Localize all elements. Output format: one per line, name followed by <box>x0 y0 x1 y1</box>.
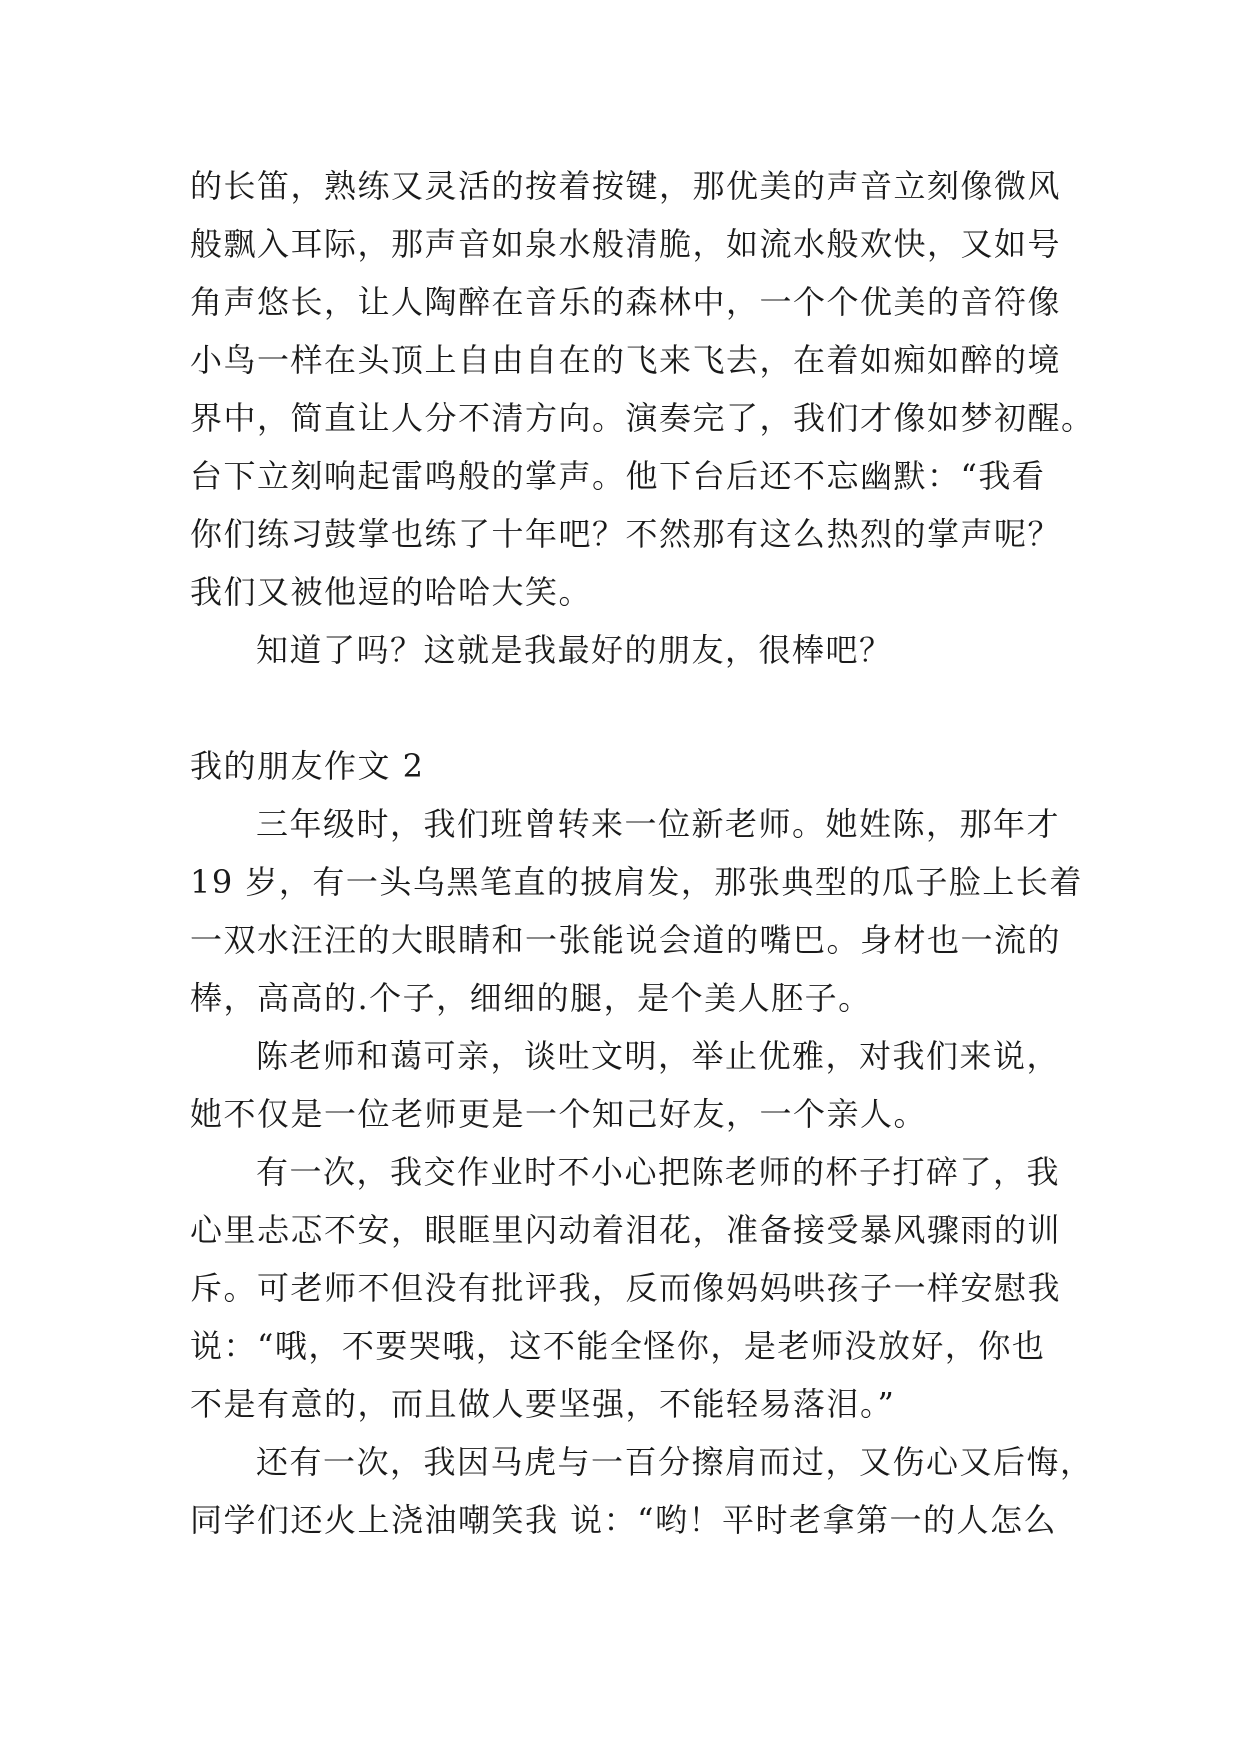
text-line: 斥。可老师不但没有批评我，反而像妈妈哄孩子一样安慰我 <box>190 1269 1062 1307</box>
text-line: 她不仅是一位老师更是一个知己好友，一个亲人。 <box>190 1095 928 1133</box>
text-line: 界中，简直让人分不清方向。演奏完了，我们才像如梦初醒。 <box>190 399 1095 437</box>
text-line: 19 岁，有一头乌黑笔直的披肩发，那张典型的瓜子脸上长着 <box>190 863 1083 901</box>
text-line: 你们练习鼓掌也练了十年吧？不然那有这么热烈的掌声呢？ <box>190 515 1062 553</box>
text-line: 不是有意的，而且做人要坚强，不能轻易落泪。” <box>190 1385 896 1423</box>
text-line: 我们又被他逗的哈哈大笑。 <box>190 573 593 611</box>
text-line: 说：“哦，不要哭哦，这不能全怪你，是老师没放好，你也 <box>190 1327 1046 1365</box>
text-line: 同学们还火上浇油嘲笑我 说：“哟！平时老拿第一的人怎么 <box>190 1501 1058 1539</box>
text-line: 还有一次，我因马虎与一百分擦肩而过，又伤心又后悔， <box>256 1443 1094 1481</box>
text-line: 小鸟一样在头顶上自由自在的飞来飞去，在着如痴如醉的境 <box>190 341 1062 379</box>
text-line: 一双水汪汪的大眼睛和一张能说会道的嘴巴。身材也一流的 <box>190 921 1062 959</box>
text-line: 般飘入耳际，那声音如泉水般清脆，如流水般欢快，又如号 <box>190 225 1062 263</box>
text-line: 心里忐忑不安，眼眶里闪动着泪花，准备接受暴风骤雨的训 <box>190 1211 1062 1249</box>
text-line: 棒，高高的.个子，细细的腿，是个美人胚子。 <box>190 979 872 1017</box>
text-line: 台下立刻响起雷鸣般的掌声。他下台后还不忘幽默：“我看 <box>190 457 1046 495</box>
text-line: 三年级时，我们班曾转来一位新老师。她姓陈，那年才 <box>256 805 1061 843</box>
section-heading: 我的朋友作文 2 <box>190 747 425 785</box>
text-line: 有一次，我交作业时不小心把陈老师的杯子打碎了，我 <box>256 1153 1061 1191</box>
text-line: 知道了吗？这就是我最好的朋友，很棒吧？ <box>256 631 893 669</box>
text-line: 的长笛，熟练又灵活的按着按键，那优美的声音立刻像微风 <box>190 167 1062 205</box>
text-line: 角声悠长，让人陶醉在音乐的森林中，一个个优美的音符像 <box>190 283 1062 321</box>
text-line: 陈老师和蔼可亲，谈吐文明，举止优雅，对我们来说， <box>256 1037 1061 1075</box>
